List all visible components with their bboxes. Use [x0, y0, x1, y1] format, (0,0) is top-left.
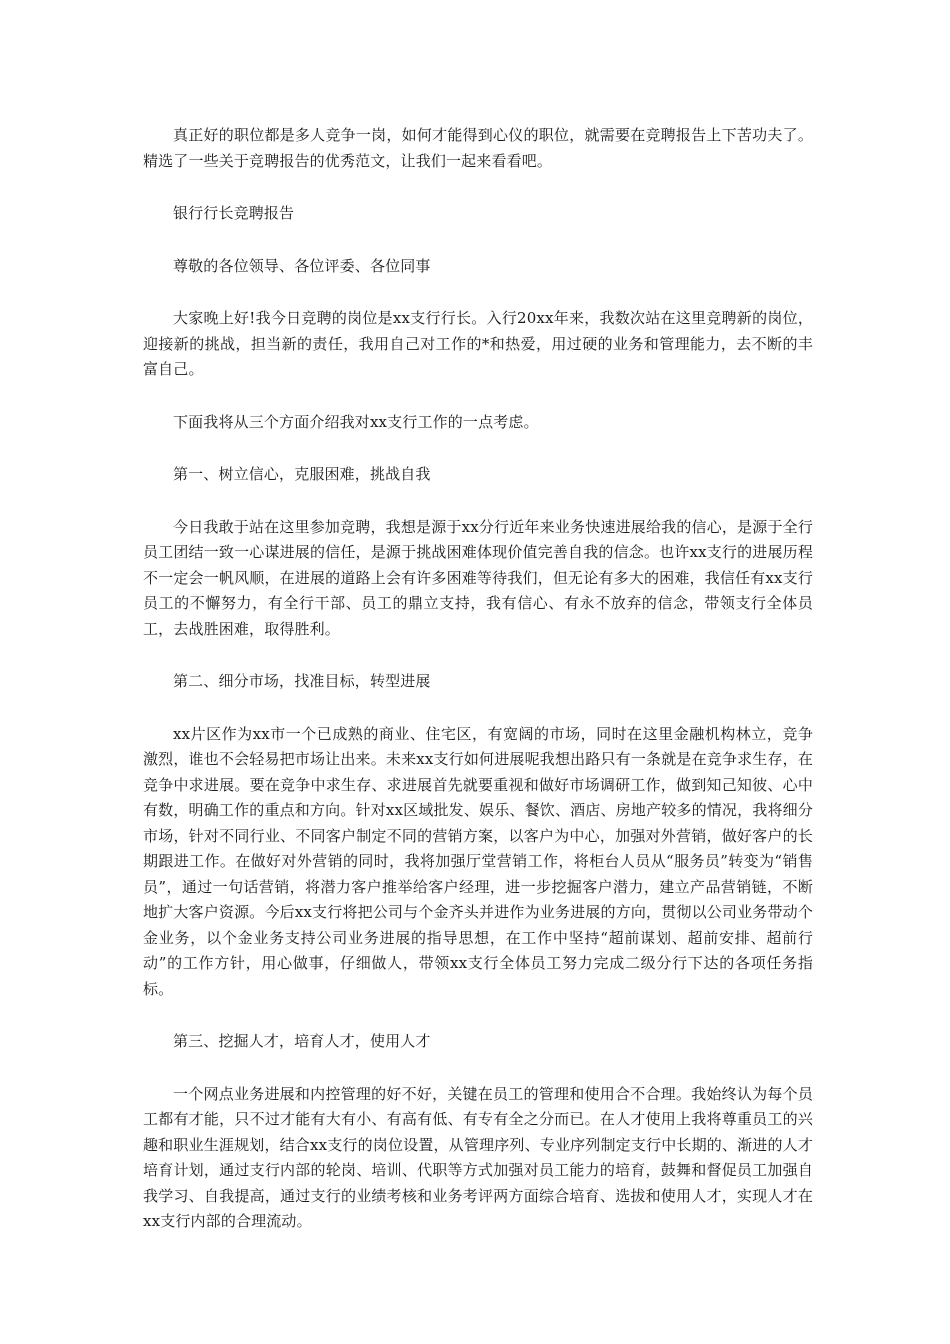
overview-paragraph: 下面我将从三个方面介绍我对xx支行工作的一点考虑。	[173, 412, 539, 431]
report-title: 银行行长竞聘报告	[173, 204, 295, 222]
section-body-2: xx片区作为xx市一个已成熟的商业、住宅区，有宽阔的市场，同时在这里金融机构林立，竞争激烈，谁也不会轻易把市场让出来。未来xx支行如何进展呢我想出路只有一条就是在竞争求生存，在竞争中求进展。要在竞争中求生存、求进展首先就要重视和做好市场调研工作，做到知己知彼、心中有数，明确工作的重点和方向。针对xx区域批发、娱乐、餐饮、酒店、房地产较多的情况，我将细分市场，针对不同行业、不同客户制定不同的营销方案，以客户为中心，加强对外营销，做好客户的长期跟进工作。在做好对外营销的同时，我将加强厅堂营销工作，将柜台人员从“服务员”转变为“销售员”，通过一句话营销，将潜力客户推举给客户经理，进一步挖掘客户潜力，建立产品营销链，不断地扩大客户资源。今后xx支行将把公司与个金齐头并进作为业务进展的方向，贯彻以公司业务带动个金业务，以个金业务支持公司业务进展的指导思想，在工作中坚持“超前谋划、超前安排、超前行动”的工作方针，用心做事，仔细做人，带领xx支行全体员工努力完成二级分行下达的各项任务指标。	[143, 724, 813, 998]
opening-paragraph: 大家晚上好!我今日竞聘的岗位是xx支行行长。入行20xx年来，我数次站在这里竞聘新的岗位，迎接新的挑战，担当新的责任，我用自己对工作的*和热爱，用过硬的业务和管理能力，去不断的丰富自己。	[143, 309, 813, 378]
section-body-1: 今日我敢于站在这里参加竞聘，我想是源于xx分行近年来业务快速进展给我的信心，是源于全行员工团结一致一心谋进展的信任，是源于挑战困难体现价值完善自我的信念。也许xx支行的进展历程不一定会一帆风顺，在进展的道路上会有许多困难等待我们，但无论有多大的困难，我信任有xx支行员工的不懈努力，有全行干部、员工的鼎立支持，我有信心、有永不放弃的信念，带领支行全体员工，去战胜困难，取得胜利。	[143, 517, 813, 638]
section-heading-3: 第三、挖掘人才，培育人才，使用人才	[173, 1032, 431, 1050]
document-page	[143, 123, 813, 1262]
salutation: 尊敬的各位领导、各位评委、各位同事	[173, 256, 431, 275]
intro-paragraph: 真正好的职位都是多人竞争一岗，如何才能得到心仪的职位，就需要在竞聘报告上下苦功夫了。精选了一些关于竞聘报告的优秀范文，让我们一起来看看吧。	[143, 126, 813, 170]
section-body-3: 一个网点业务进展和内控管理的好不好，关键在员工的管理和使用合不合理。我始终认为每个员工都有才能，只不过才能有大有小、有高有低、有专有全之分而已。在人才使用上我将尊重员工的兴趣和职业生涯规划，结合xx支行的岗位设置，从管理序列、专业序列制定支行中长期的、渐进的人才培育计划，通过支行内部的轮岗、培训、代职等方式加强对员工能力的培育，鼓舞和督促员工加强自我学习、自我提高，通过支行的业绩考核和业务考评两方面综合培育、选拔和使用人才，实现人才在xx支行内部的合理流动。	[143, 1084, 813, 1230]
section-heading-1: 第一、树立信心，克服困难，挑战自我	[173, 465, 431, 483]
section-heading-2: 第二、细分市场，找准目标，转型进展	[173, 672, 431, 690]
